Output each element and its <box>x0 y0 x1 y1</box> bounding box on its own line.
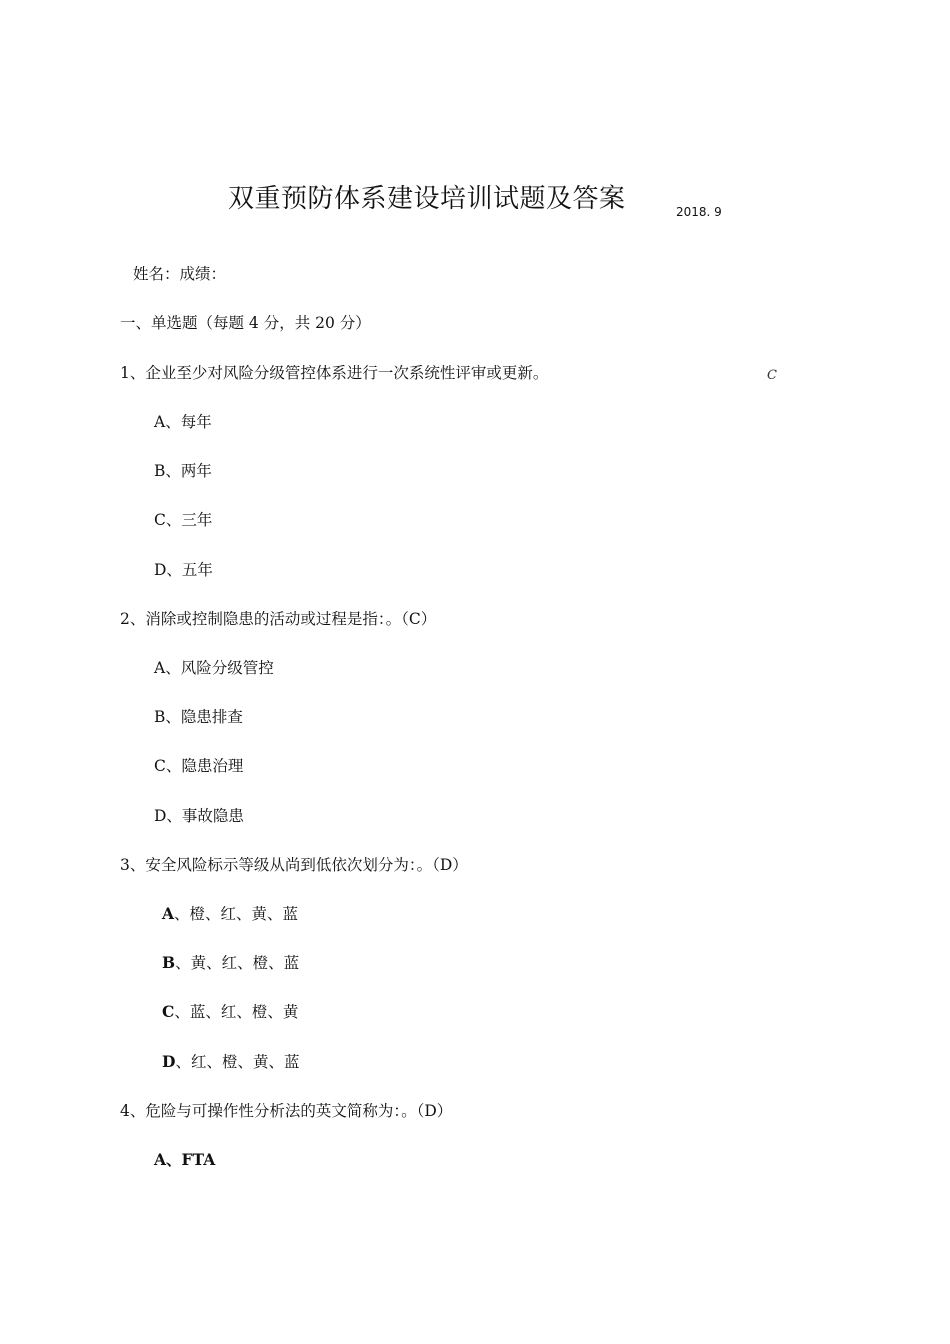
option-text: 、黄、红、橙、蓝 <box>175 954 300 972</box>
question-3-option-b <box>162 953 299 973</box>
option-letter: A <box>162 904 175 923</box>
option-letter: B <box>162 953 176 972</box>
question-3-option-c <box>162 1002 298 1022</box>
question-3-option-a <box>162 904 298 924</box>
question-1-option-c: C、三年 <box>154 511 213 529</box>
document-date: 2018. 9 <box>676 205 722 219</box>
section-heading: 一、单选题（每题 4 分，共 20 分） <box>120 314 371 332</box>
question-2-option-b: B、隐患排查 <box>154 708 243 726</box>
question-2-option-a: A、风险分级管控 <box>154 659 274 677</box>
question-2-text: 2、消除或控制隐患的活动或过程是指：。（C） <box>120 610 437 628</box>
option-text: 、红、橙、黄、蓝 <box>175 1053 300 1071</box>
question-2-option-c: C、隐患治理 <box>154 757 244 775</box>
option-text: 、蓝、红、橙、黄 <box>174 1003 299 1021</box>
question-4-option-a: A、FTA <box>154 1150 216 1169</box>
question-3-text: 3、安全风险标示等级从尚到低依次划分为：。（D） <box>120 856 468 874</box>
document-title: 双重预防体系建设培训试题及答案 <box>228 184 626 214</box>
question-1-text: 1、企业至少对风险分级管控体系进行一次系统性评审或更新。 <box>120 364 549 382</box>
option-letter: C <box>162 1002 175 1021</box>
name-score-line: 姓名：成绩： <box>133 265 227 283</box>
stray-mark: C <box>767 368 777 383</box>
question-1-option-b: B、两年 <box>154 462 212 480</box>
option-text: 、橙、红、黄、蓝 <box>174 905 299 923</box>
question-1-option-a: A、每年 <box>154 413 212 431</box>
question-2-option-d: D、事故隐患 <box>154 807 244 825</box>
question-1-option-d: D、五年 <box>154 561 213 579</box>
question-4-text: 4、危险与可操作性分析法的英文简称为：。（D） <box>120 1102 453 1120</box>
question-3-option-d <box>162 1052 299 1072</box>
option-letter: D <box>162 1052 176 1071</box>
